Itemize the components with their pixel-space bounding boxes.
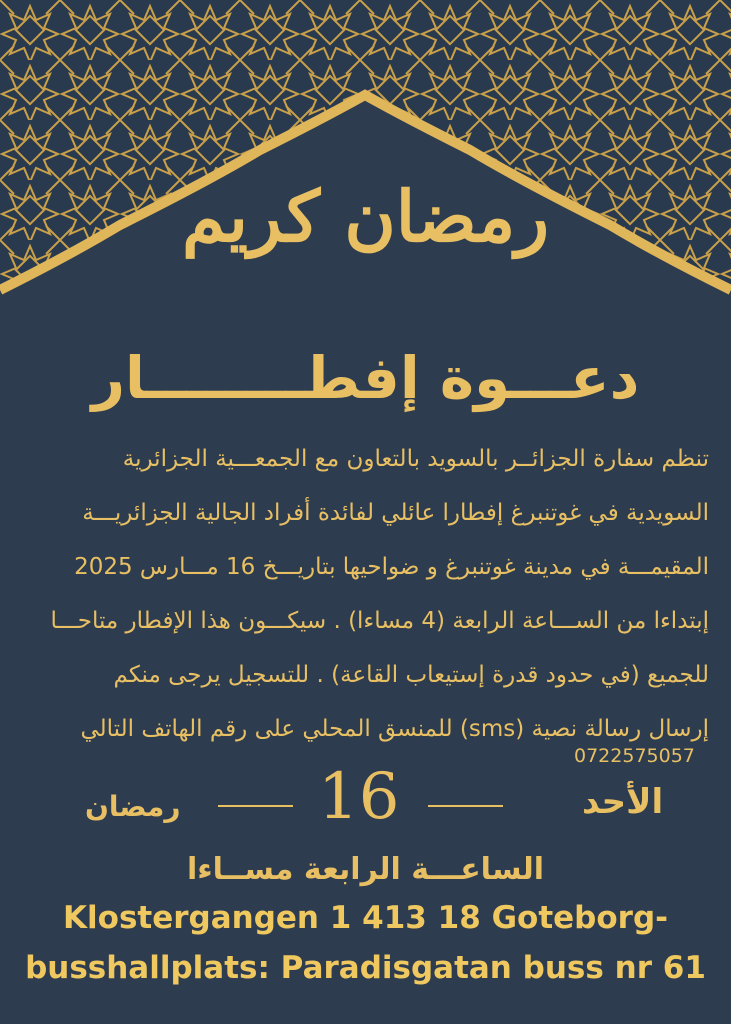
invitation-title: دعـــوة إفطــــــــار xyxy=(91,344,640,412)
body-line: السويدية في غوتنبرغ إفطارا عائلي لفائدة أفراد الجالية الجزائريـــة xyxy=(82,500,709,526)
body-line: تنظم سفارة الجزائــر بالسويد بالتعاون مع الجمعـــية الجزائرية xyxy=(122,446,709,472)
day-name: الأحد xyxy=(582,782,664,822)
month-name: رمضان xyxy=(85,790,181,823)
divider-left xyxy=(218,805,293,807)
event-time: الساعـــة الرابعة مســاءا xyxy=(186,852,545,887)
divider-right xyxy=(428,805,503,807)
invitation-body xyxy=(19,432,709,756)
phone-number: 0722575057 xyxy=(574,745,695,767)
body-line: المقيمـــة في مدينة غوتنبرغ و ضواحيها بتاريـــخ 16 مـــارس 2025 xyxy=(74,554,709,580)
ramadan-kareem-calligraphy: رمضان كريم xyxy=(181,175,550,258)
body-line: إرسال رسالة نصية (sms) للمنسق المحلي على رقم الهاتف التالي xyxy=(80,716,709,742)
address-line-2: busshallplats: Paradisgatan buss nr 61 xyxy=(25,950,706,986)
body-line: إبتداءا من الســـاعة الرابعة (4 مساءا) . سيكـــون هذا الإفطار متاحـــا xyxy=(50,608,709,634)
address-line-1: Klostergangen 1 413 18 Goteborg- xyxy=(63,900,668,936)
body-line: للجميع (في حدود قدرة إستيعاب القاعة) . للتسجيل يرجى منكم xyxy=(113,662,709,688)
day-number: 16 xyxy=(318,760,400,834)
